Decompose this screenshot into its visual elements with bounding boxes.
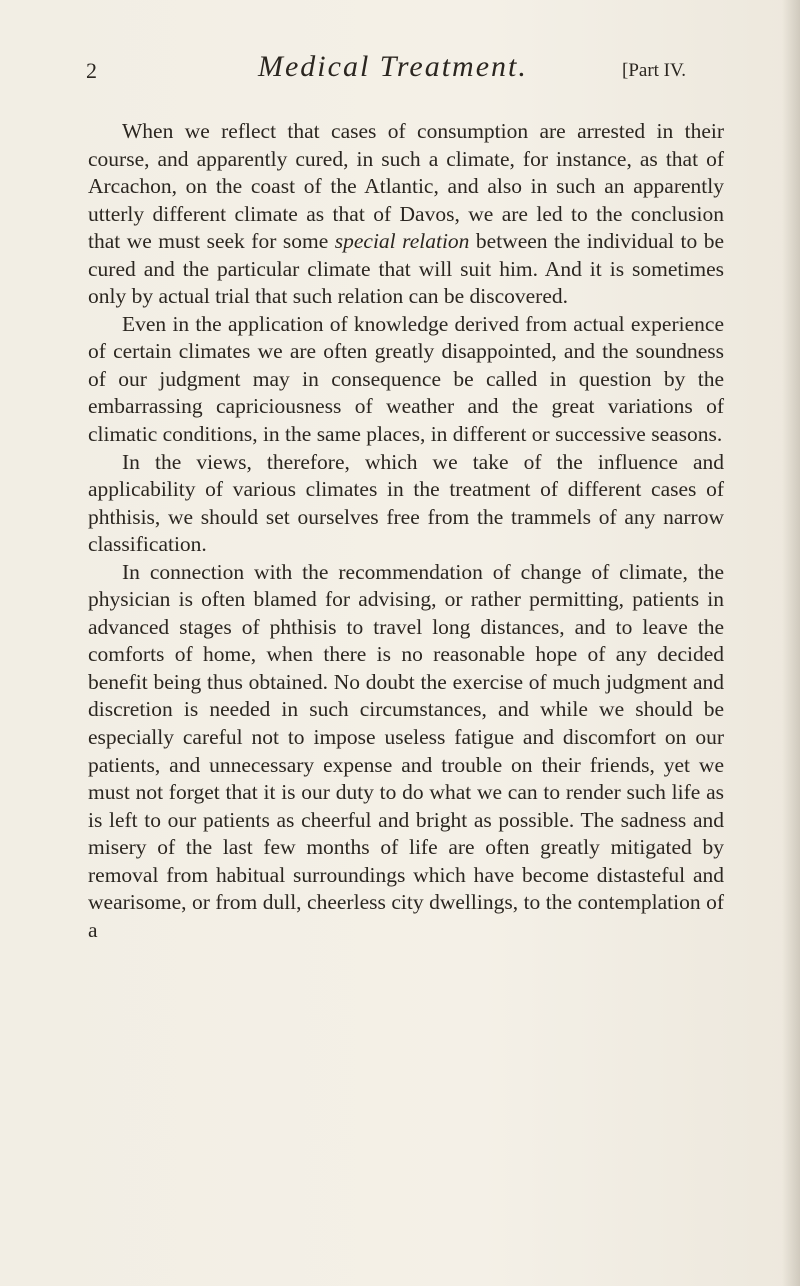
- paragraph-4: In connection with the recommendation of change of climate, the physician is often blamed for advising, or rather permitting, patients in advanced stages of phthisis to travel long distances, and to leave the comforts of home, when there is no reasonable hope of any decided benefit being thus obtained. No doubt the exercise of much judgment and discretion is needed in such circumstances, and while we should be especially careful not to impose useless fatigue and discomfort on our patients, and unnecessary expense and trouble on their friends, yet we must not forget that it is our duty to do what we can to render such life as is left to our patients as cheerful and bright as possible. The sadness and misery of the last few months of life are often greatly mitigated by removal from habitual surroundings which have become distasteful and wearisome, or from dull, cheerless city dwellings, to the contemplation of a: [88, 559, 724, 942]
- paragraph-1: [88, 118, 724, 311]
- body-text: [88, 118, 724, 944]
- part-label: [Part IV.: [622, 60, 687, 81]
- paragraph-2: Even in the application of knowledge derived from actual experience of certain climates we are often greatly disappointed, and the soundness of our judgment may in consequence be called in question by the embarrassing capriciousness of weather and the great variations of climatic conditions, in the same places, in different or successive seasons.: [88, 311, 724, 447]
- page-edge-shadow: [782, 0, 800, 1286]
- page-header: [0, 48, 800, 88]
- paragraph-1-emphasis: special relation: [334, 229, 470, 254]
- page-number: 2: [86, 58, 97, 83]
- paragraph-1-text-before: When we reflect that cases of consumption are arrested in their course, and apparently cured, in such a climate, for instance, as that of Arcachon, on the coast of the Atlantic, and also in such an apparently utterly different climate as that of Davos, we are led to the conclusion that we must seek for some: [88, 119, 724, 254]
- paragraph-3: In the views, therefore, which we take of the influence and applicability of various climates in the treatment of different cases of phthisis, we should set ourselves free from the trammels of any narrow classification.: [88, 449, 724, 557]
- paragraph-1-text-after: between the individual to be cured and the particular climate that will suit him. And it is sometimes only by actual trial that such relation can be discovered.: [88, 229, 725, 309]
- running-title: Medical Treatment.: [258, 50, 528, 83]
